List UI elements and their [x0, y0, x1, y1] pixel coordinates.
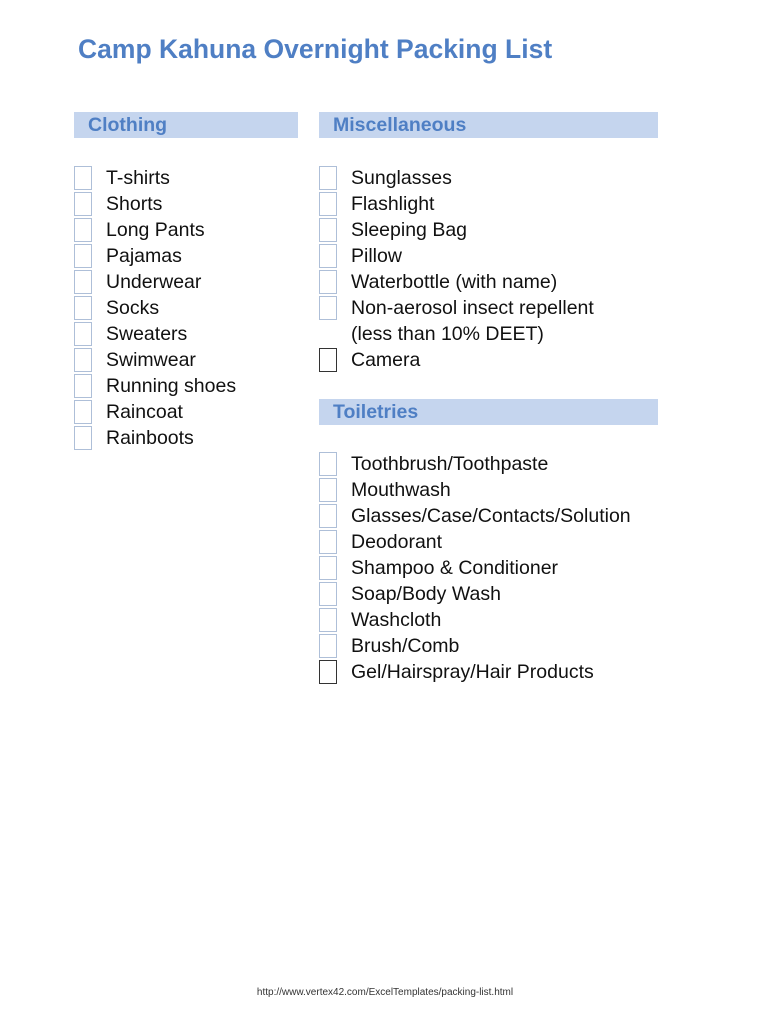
item-label: Sunglasses	[351, 166, 452, 189]
miscellaneous-list	[319, 165, 594, 373]
item-label: Camera	[351, 348, 421, 371]
checkbox-underwear[interactable]	[74, 270, 92, 294]
checkbox-deodorant[interactable]	[319, 530, 337, 554]
list-item	[319, 659, 631, 685]
list-item	[319, 347, 594, 373]
list-item	[74, 373, 236, 399]
item-label: Deodorant	[351, 530, 443, 553]
checkbox-soap[interactable]	[319, 582, 337, 606]
item-label: Washcloth	[351, 608, 442, 631]
checkbox-running-shoes[interactable]	[74, 374, 92, 398]
list-item	[319, 217, 594, 243]
checkbox-t-shirts[interactable]	[74, 166, 92, 190]
checkbox-sweaters[interactable]	[74, 322, 92, 346]
checkbox-long-pants[interactable]	[74, 218, 92, 242]
list-item-continuation	[319, 321, 594, 347]
checkbox-hair-products[interactable]	[319, 660, 337, 684]
toiletries-list	[319, 451, 631, 685]
item-label: Sweaters	[106, 322, 188, 345]
item-label: T-shirts	[106, 166, 170, 189]
list-item	[319, 477, 631, 503]
checkbox-toothbrush[interactable]	[319, 452, 337, 476]
item-label: Glasses/Case/Contacts/Solution	[351, 504, 631, 527]
list-item	[74, 165, 236, 191]
clothing-list	[74, 165, 236, 451]
list-item	[74, 217, 236, 243]
item-label: Pillow	[351, 244, 402, 267]
list-item	[319, 503, 631, 529]
checkbox-insect-repellent[interactable]	[319, 296, 337, 320]
item-label: Brush/Comb	[351, 634, 460, 657]
item-label: Socks	[106, 296, 160, 319]
item-label: Toothbrush/Toothpaste	[351, 452, 549, 475]
item-label: Raincoat	[106, 400, 183, 423]
item-label: Rainboots	[106, 426, 194, 449]
list-item	[74, 399, 236, 425]
list-item	[74, 269, 236, 295]
checkbox-flashlight[interactable]	[319, 192, 337, 216]
item-label: Mouthwash	[351, 478, 451, 501]
list-item	[74, 191, 236, 217]
list-item	[319, 607, 631, 633]
item-label: Non-aerosol insect repellent	[351, 296, 594, 319]
item-label: Shorts	[106, 192, 163, 215]
clothing-section-header: Clothing	[74, 112, 298, 138]
checkbox-glasses[interactable]	[319, 504, 337, 528]
list-item	[319, 555, 631, 581]
checkbox-mouthwash[interactable]	[319, 478, 337, 502]
item-label: Gel/Hairspray/Hair Products	[351, 660, 594, 683]
checkbox-socks[interactable]	[74, 296, 92, 320]
checkbox-pillow[interactable]	[319, 244, 337, 268]
list-item	[319, 633, 631, 659]
item-label: Flashlight	[351, 192, 435, 215]
list-item	[319, 581, 631, 607]
checkbox-washcloth[interactable]	[319, 608, 337, 632]
list-item	[74, 295, 236, 321]
footer-url[interactable]: http://www.vertex42.com/ExcelTemplates/packing-list.html	[256, 987, 514, 998]
checkbox-brush-comb[interactable]	[319, 634, 337, 658]
checkbox-sleeping-bag[interactable]	[319, 218, 337, 242]
list-item	[319, 243, 594, 269]
checkbox-shorts[interactable]	[74, 192, 92, 216]
list-item	[319, 529, 631, 555]
item-label: Running shoes	[106, 374, 237, 397]
miscellaneous-section-header: Miscellaneous	[319, 112, 658, 138]
list-item	[74, 243, 236, 269]
list-item	[319, 451, 631, 477]
list-item	[319, 165, 594, 191]
list-item	[74, 321, 236, 347]
item-label: Swimwear	[106, 348, 196, 371]
checkbox-raincoat[interactable]	[74, 400, 92, 424]
item-label: Soap/Body Wash	[351, 582, 501, 605]
checkbox-rainboots[interactable]	[74, 426, 92, 450]
checkbox-camera[interactable]	[319, 348, 337, 372]
checkbox-sunglasses[interactable]	[319, 166, 337, 190]
list-item	[319, 295, 594, 321]
item-label: Waterbottle (with name)	[351, 270, 558, 293]
checkbox-swimwear[interactable]	[74, 348, 92, 372]
checkbox-waterbottle[interactable]	[319, 270, 337, 294]
item-label: Shampoo & Conditioner	[351, 556, 559, 579]
list-item	[74, 347, 236, 373]
page-title: Camp Kahuna Overnight Packing List	[78, 34, 553, 64]
checkbox-shampoo[interactable]	[319, 556, 337, 580]
list-item	[319, 191, 594, 217]
list-item	[74, 425, 236, 451]
item-label-continuation: (less than 10% DEET)	[351, 322, 544, 345]
item-label: Long Pants	[106, 218, 205, 241]
item-label: Underwear	[106, 270, 202, 293]
list-item	[319, 269, 594, 295]
checkbox-pajamas[interactable]	[74, 244, 92, 268]
item-label: Sleeping Bag	[351, 218, 468, 241]
item-label: Pajamas	[106, 244, 182, 267]
toiletries-section-header: Toiletries	[319, 399, 658, 425]
